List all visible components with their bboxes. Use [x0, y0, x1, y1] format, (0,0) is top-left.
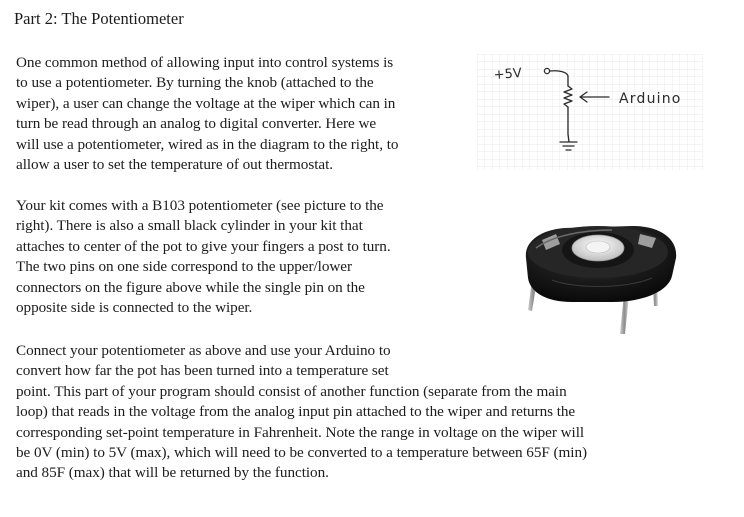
supply-label: +5V — [493, 66, 523, 83]
text-line: opposite side is connected to the wiper. — [16, 299, 253, 317]
text-line: Connect your potentiometer as above and use your Arduino to — [16, 342, 391, 359]
text-line: One common method of allowing input into control systems is — [16, 54, 394, 71]
potentiometer-wiring-diagram — [477, 54, 703, 170]
arduino-label: Arduino — [619, 91, 682, 107]
potentiometer-photo — [512, 218, 682, 336]
instructions-paragraph — [16, 341, 706, 484]
text-line: and 85F (max) that will be returned by the function. — [16, 464, 329, 482]
intro-paragraph — [16, 53, 476, 175]
section-title: Part 2: The Potentiometer — [14, 9, 184, 28]
text-line: attaches to center of the pot to give your fingers a post to turn. — [16, 237, 391, 255]
text-line: Your kit comes with a B103 potentiometer (see picture to the — [16, 197, 384, 214]
text-line: connectors on the figure above while the single pin on the — [16, 278, 365, 296]
text-line: right). There is also a small black cylinder in your kit that — [16, 217, 363, 235]
text-line: will use a potentiometer, wired as in the diagram to the right, to — [16, 135, 399, 153]
kit-paragraph — [16, 196, 476, 318]
text-line: The two pins on one side correspond to the upper/lower — [16, 258, 352, 276]
text-line: convert how far the pot has been turned into a temperature set — [16, 362, 389, 380]
text-line: to use a potentiometer. By turning the knob (attached to the — [16, 74, 374, 92]
text-line: be 0V (min) to 5V (max), which will need to be converted to a temperature between 65F (min) — [16, 444, 588, 462]
text-line: point. This part of your program should consist of another function (separate from the main — [16, 382, 567, 400]
text-line: loop) that reads in the voltage from the analog input pin attached to the wiper and returns the — [16, 403, 576, 421]
text-line: wiper), a user can change the voltage at the wiper which can in — [16, 94, 396, 112]
text-line: allow a user to set the temperature of out thermostat. — [16, 156, 333, 174]
knob-center — [586, 241, 610, 253]
text-line: turn be read through an analog to digital converter. Here we — [16, 115, 377, 133]
text-line: corresponding set-point temperature in Fahrenheit. Note the range in voltage on the wiper will — [16, 423, 585, 441]
